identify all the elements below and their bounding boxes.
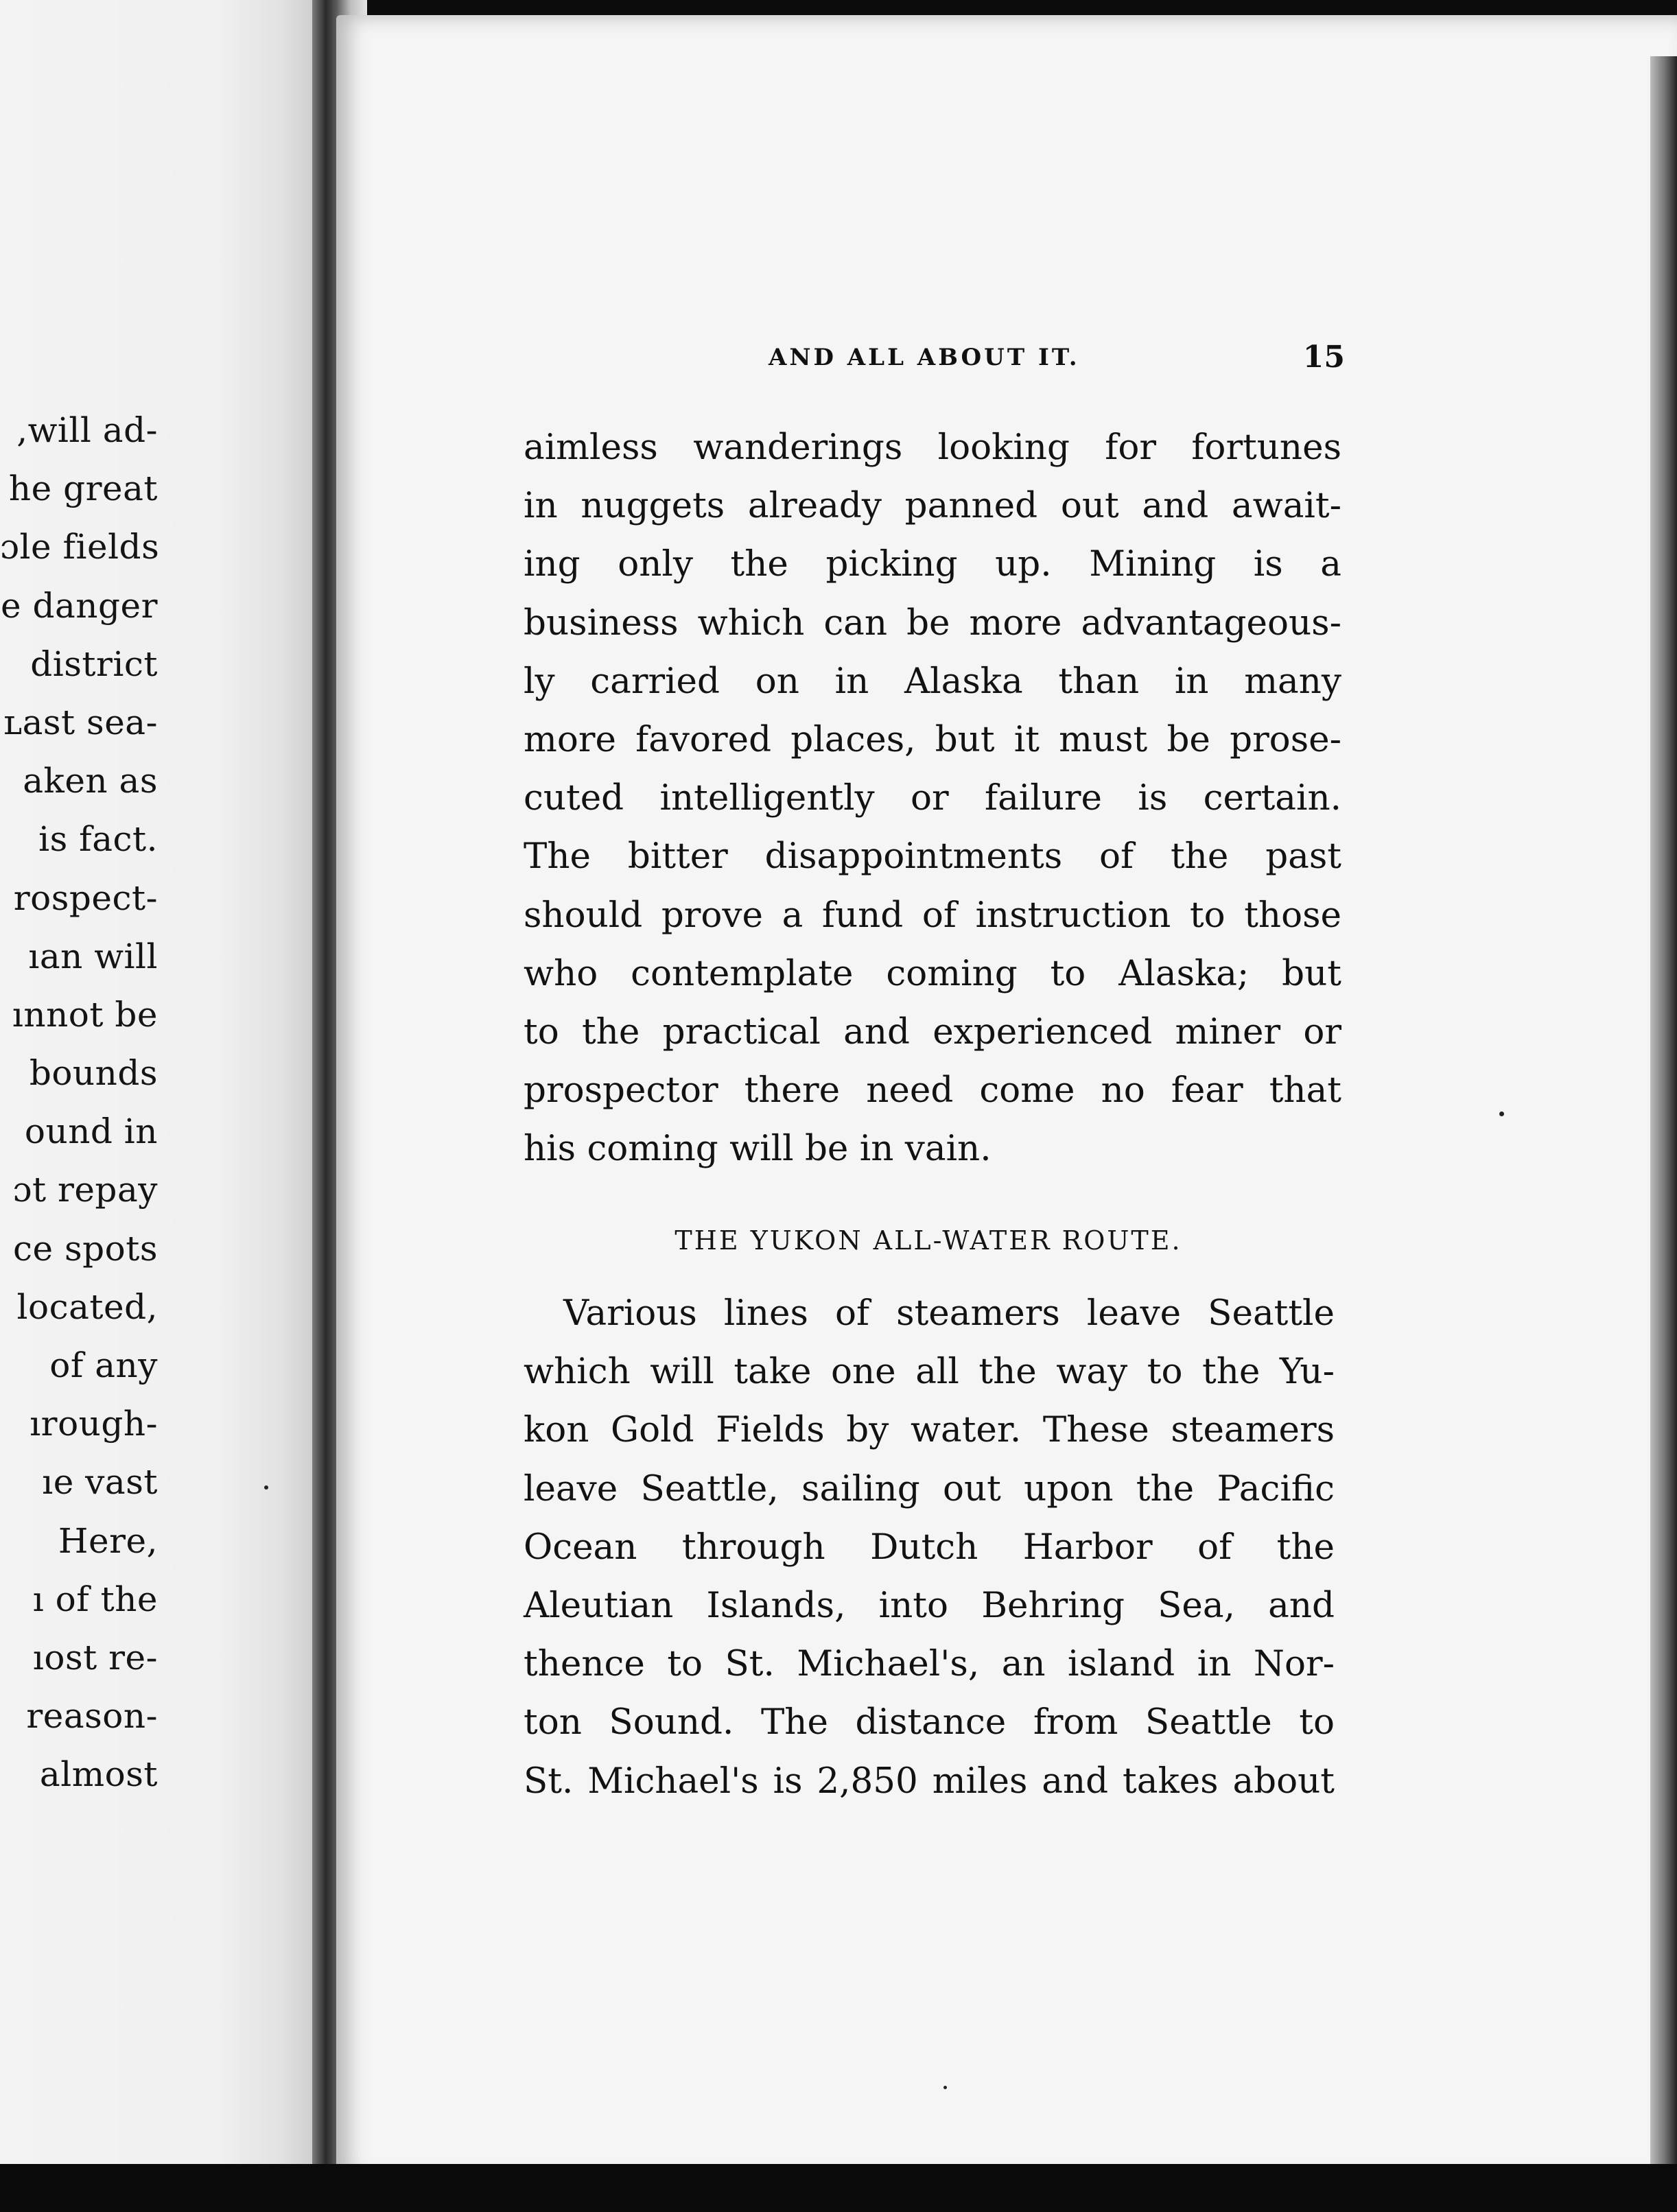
text-line: his coming will be in vain. xyxy=(524,1128,992,1170)
paragraph-1 xyxy=(524,419,1341,1178)
left-line: reason- xyxy=(26,1696,158,1737)
left-line: ınnot be xyxy=(12,994,158,1035)
left-page-text xyxy=(0,401,158,1804)
left-line: almost xyxy=(39,1754,158,1795)
left-line: ıe vast xyxy=(42,1462,158,1503)
left-line: district xyxy=(30,644,158,684)
text-line: business which can be more advantageous- xyxy=(524,602,1341,644)
left-line: ı of the xyxy=(32,1579,158,1619)
dust-speck xyxy=(943,2086,947,2089)
left-line: ɔle fields xyxy=(0,527,160,567)
text-line: in nuggets already panned out and await- xyxy=(524,485,1341,527)
text-line: The bitter disappointments of the past xyxy=(524,836,1341,878)
text-line: St. Michael's is 2,850 miles and takes about xyxy=(524,1760,1335,1802)
left-line: Here, xyxy=(58,1520,158,1561)
left-page xyxy=(0,0,312,2212)
text-line: more favored places, but it must be prose- xyxy=(524,718,1341,760)
text-line: which will take one all the way to the Yu- xyxy=(524,1351,1335,1393)
scanner-border xyxy=(0,2164,1677,2212)
text-line: ton Sound. The distance from Seattle to xyxy=(524,1702,1335,1743)
running-title: AND ALL ABOUT IT. xyxy=(769,344,1080,371)
text-line: thence to St. Michael's, an island in Nor- xyxy=(524,1643,1335,1685)
section-heading: THE YUKON ALL-WATER ROUTE. xyxy=(675,1225,1182,1256)
left-line: is fact. xyxy=(38,819,158,860)
text-line: aimless wanderings looking for fortunes xyxy=(524,427,1341,468)
page-number: 15 xyxy=(1302,340,1345,375)
left-line: of any xyxy=(49,1345,158,1385)
running-head xyxy=(769,340,1352,381)
left-line: ound in xyxy=(24,1111,158,1152)
text-line: Aleutian Islands, into Behring Sea, and xyxy=(524,1584,1335,1626)
left-line: ,will ad- xyxy=(16,410,158,450)
text-line: ing only the picking up. Mining is a xyxy=(524,543,1341,585)
dust-speck xyxy=(264,1485,268,1490)
text-line: ly carried on in Alaska than in many xyxy=(524,660,1341,702)
left-line: he great xyxy=(8,469,158,509)
text-line: kon Gold Fields by water. These steamers xyxy=(524,1409,1335,1451)
text-line: to the practical and experienced miner or xyxy=(524,1011,1341,1052)
left-line: ʟast sea- xyxy=(3,702,158,742)
left-line: rospect- xyxy=(13,878,158,918)
dust-speck xyxy=(1499,1111,1504,1116)
text-line: Various lines of steamers leave Seattle xyxy=(563,1293,1335,1334)
text-line: leave Seattle, sailing out upon the Pacific xyxy=(524,1468,1335,1509)
left-line: bounds xyxy=(29,1053,158,1094)
text-line: who contemplate coming to Alaska; but xyxy=(524,952,1341,994)
left-line: ırough- xyxy=(30,1404,158,1444)
section-paragraph xyxy=(524,1284,1335,1811)
left-line: aken as xyxy=(23,761,158,801)
text-line: prospector there need come no fear that xyxy=(524,1070,1341,1111)
left-line: ıost re- xyxy=(32,1637,158,1678)
left-line: e danger xyxy=(1,585,158,626)
text-line: cuted intelligently or failure is certain. xyxy=(524,777,1341,819)
left-line: ıan will xyxy=(28,936,158,976)
text-line: Ocean through Dutch Harbor of the xyxy=(524,1526,1335,1568)
left-line: ce spots xyxy=(12,1228,158,1269)
page-edge xyxy=(1650,56,1677,2197)
left-line: ɔt repay xyxy=(12,1170,158,1210)
left-line: located, xyxy=(16,1286,158,1327)
text-line: should prove a fund of instruction to those xyxy=(524,894,1341,936)
